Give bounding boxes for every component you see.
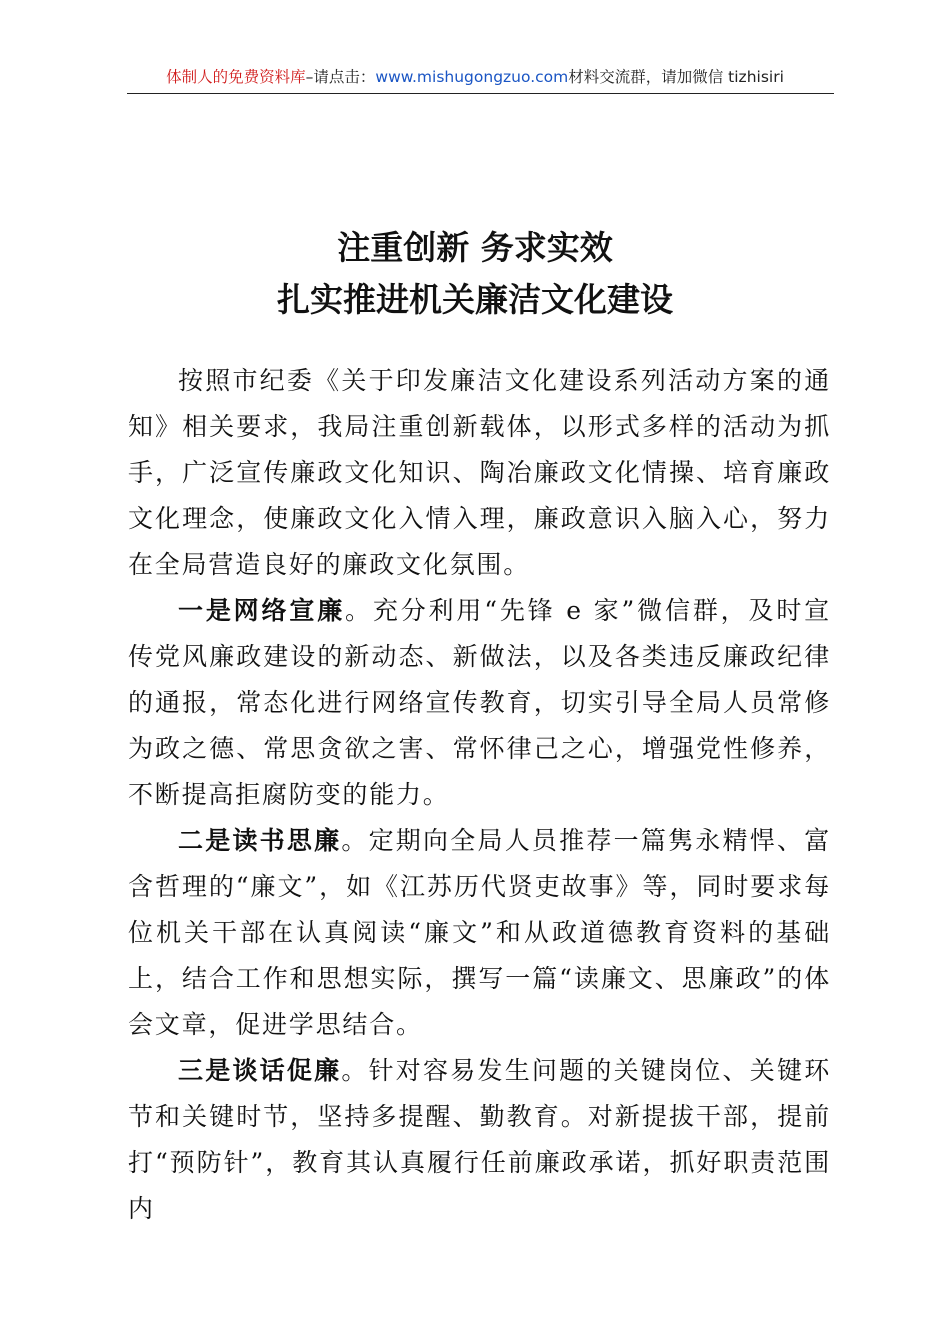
paragraph-item-2-text: 。定期向全局人员推荐一篇隽永精悍、富含哲理的“廉文”，如《江苏历代贤吏故事》等，同时要求每位机关干部在认真阅读“廉文”和从政道德教育资料的基础上，结合工作和思想实际，撰写一篇“读廉文、思廉政”的体会文章，促进学思结合。: [128, 826, 831, 1039]
paragraph-item-3: [128, 1048, 831, 1232]
header-banner: [0, 66, 950, 88]
header-brand: 体制人的免费资料库: [166, 68, 306, 86]
document-body: [128, 358, 831, 1232]
paragraph-item-1-heading: 一是网络宣廉: [178, 596, 346, 625]
header-url-link[interactable]: www.mishugongzuo.com: [375, 68, 569, 86]
header-prompt: –请点击：: [305, 68, 376, 86]
paragraph-item-2-heading: 二是读书思廉: [178, 826, 342, 855]
paragraph-item-1: [128, 588, 831, 818]
paragraph-intro-text: 按照市纪委《关于印发廉洁文化建设系列活动方案的通知》相关要求，我局注重创新载体，以形式多样的活动为抓手，广泛宣传廉政文化知识、陶冶廉政文化情操、培育廉政文化理念，使廉政文化入情入理，廉政意识入脑入心，努力在全局营造良好的廉政文化氛围。: [128, 366, 831, 579]
document-title: [0, 222, 950, 326]
title-line-1: 注重创新 务求实效: [337, 228, 613, 267]
paragraph-intro: [128, 358, 831, 588]
title-line-2: 扎实推进机关廉洁文化建设: [277, 280, 673, 319]
paragraph-item-3-heading: 三是谈话促廉: [178, 1056, 342, 1085]
paragraph-item-3-text: 。针对容易发生问题的关键岗位、关键环节和关键时节，坚持多提醒、勤教育。对新提拔干部，提前打“预防针”，教育其认真履行任前廉政承诺，抓好职责范围内: [128, 1056, 831, 1223]
header-contact: 材料交流群，请加微信 tizhisiri: [568, 68, 784, 86]
paragraph-item-2: [128, 818, 831, 1048]
header-divider: [127, 93, 834, 94]
paragraph-item-1-text: 。充分利用“先锋 e 家”微信群，及时宣传党风廉政建设的新动态、新做法，以及各类违反廉政纪律的通报，常态化进行网络宣传教育，切实引导全局人员常修为政之德、常思贪欲之害、常怀律己之心，增强党性修养，不断提高拒腐防变的能力。: [128, 596, 831, 809]
